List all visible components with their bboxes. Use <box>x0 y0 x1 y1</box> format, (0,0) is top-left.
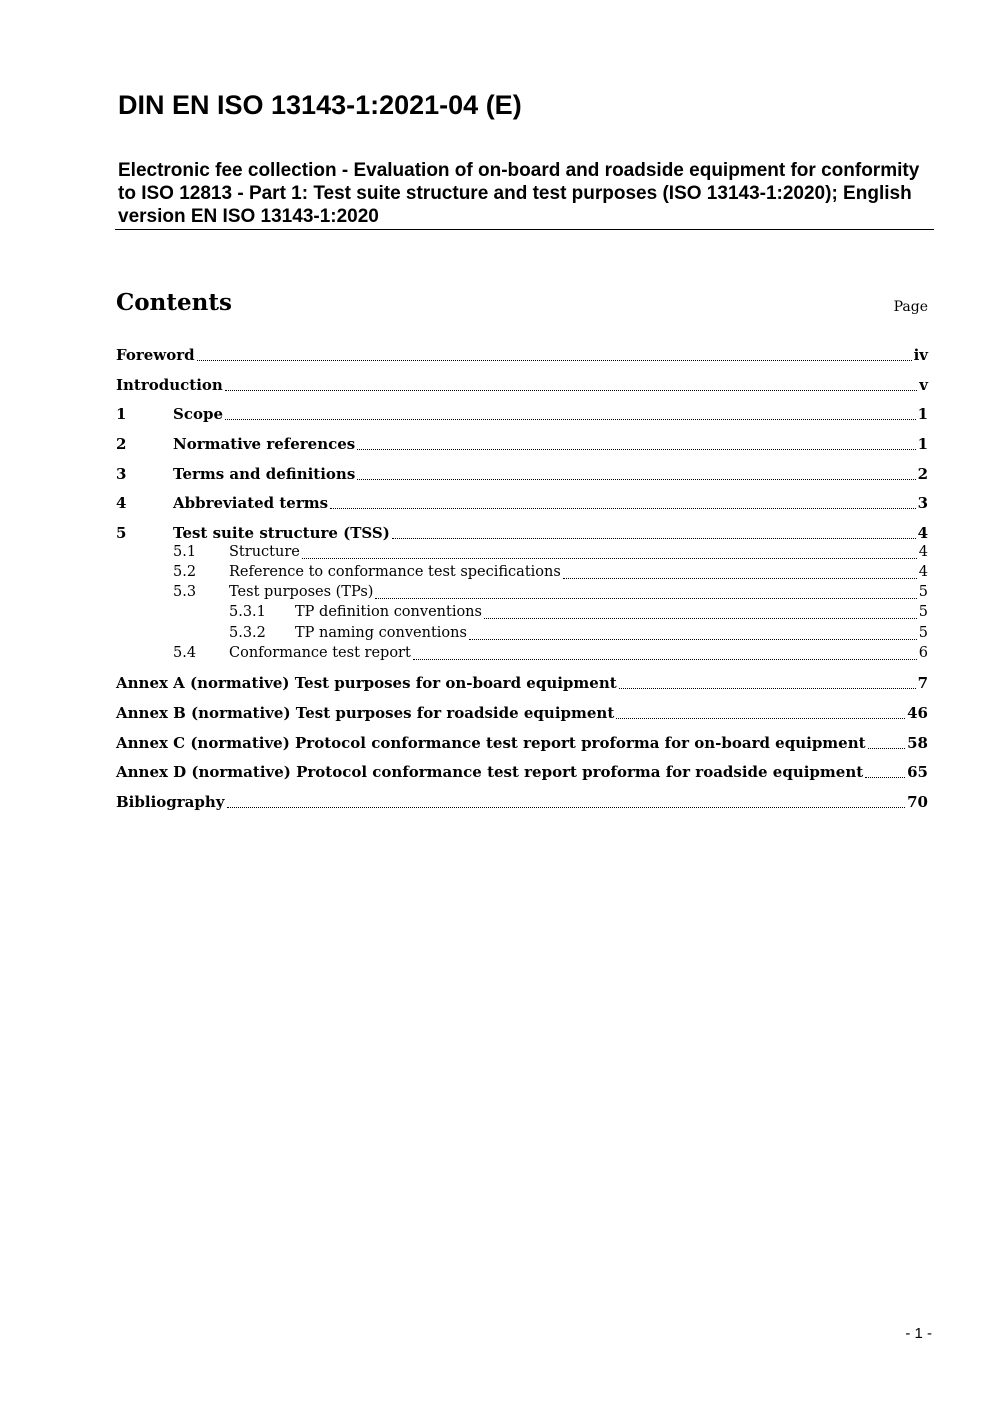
toc-entry-text: Bibliography <box>116 793 225 811</box>
toc-entry-page: 5 <box>918 584 928 600</box>
toc-leader-dots <box>868 747 906 749</box>
toc-entry-page: 65 <box>907 763 928 781</box>
toc-entry-page: iv <box>913 346 928 364</box>
toc-entry-annex-d[interactable] <box>116 763 928 783</box>
toc-leader-dots <box>227 806 906 808</box>
toc-leader-dots <box>197 359 912 361</box>
toc-entry-text: Annex A (normative) Test purposes for on-board equipment <box>116 674 617 692</box>
toc-entry-number: 4 <box>116 494 127 512</box>
toc-entry-annex-a[interactable] <box>116 674 928 694</box>
toc-entry-page: 70 <box>907 793 928 811</box>
toc-entry-page: 5 <box>918 625 928 641</box>
toc-entry-text: Annex C (normative) Protocol conformance test report proforma for on-board equipment <box>116 734 866 752</box>
toc-entry-page: 1 <box>917 405 928 423</box>
toc-entry-conformance-test-report[interactable] <box>116 645 928 665</box>
toc-entry-page: 58 <box>907 734 928 752</box>
toc-entry-number: 1 <box>116 405 127 423</box>
toc-leader-dots <box>357 448 915 450</box>
toc-entry-bibliography[interactable] <box>116 793 928 813</box>
toc-entry-page: v <box>919 376 928 394</box>
toc-entry-tp-definition-conventions[interactable] <box>116 604 928 624</box>
toc-entry-text: Structure <box>229 544 300 560</box>
toc-leader-dots <box>330 507 915 509</box>
toc-entry-page: 3 <box>917 494 928 512</box>
toc-entry-annex-b[interactable] <box>116 704 928 724</box>
toc-leader-dots <box>392 537 916 539</box>
toc-entry-page: 4 <box>918 544 928 560</box>
toc-leader-dots <box>375 597 916 599</box>
toc-leader-dots <box>302 557 917 559</box>
title-divider <box>115 229 934 230</box>
toc-entry-page: 46 <box>907 704 928 722</box>
toc-entry-number: 5.3 <box>173 584 197 600</box>
toc-leader-dots <box>616 717 905 719</box>
toc-leader-dots <box>469 638 917 640</box>
toc-entry-reference-to-conformance[interactable] <box>116 564 928 584</box>
toc-entry-text: Test purposes (TPs) <box>229 584 374 600</box>
toc-entry-text: Introduction <box>116 376 223 394</box>
toc-entry-introduction[interactable] <box>116 376 928 396</box>
toc-entry-page: 6 <box>918 645 928 661</box>
toc-entry-text: Terms and definitions <box>173 465 356 483</box>
toc-entry-normative-references[interactable] <box>116 435 928 455</box>
toc-entry-number: 5.3.2 <box>229 625 266 641</box>
toc-entry-text: TP naming conventions <box>295 625 467 641</box>
toc-entry-number: 5.1 <box>173 544 197 560</box>
toc-entry-text: Conformance test report <box>229 645 411 661</box>
toc-entry-foreword[interactable] <box>116 346 928 366</box>
toc-entry-number: 5.4 <box>173 645 197 661</box>
toc-entry-page: 2 <box>917 465 928 483</box>
toc-entry-number: 5.3.1 <box>229 604 266 620</box>
toc-entry-structure[interactable] <box>116 544 928 564</box>
toc-leader-dots <box>225 389 917 391</box>
toc-entry-number: 2 <box>116 435 127 453</box>
page-number: - 1 - <box>905 1325 932 1342</box>
toc-leader-dots <box>357 478 915 480</box>
toc-entry-page: 4 <box>917 524 928 542</box>
toc-entry-text: Annex D (normative) Protocol conformance test report proforma for roadside equipment <box>116 763 864 781</box>
contents-heading: Contents <box>116 289 232 316</box>
toc-entry-text: TP definition conventions <box>295 604 482 620</box>
toc-entry-page: 4 <box>918 564 928 580</box>
document-id: DIN EN ISO 13143-1:2021-04 (E) <box>118 90 522 120</box>
toc-entry-text: Normative references <box>173 435 356 453</box>
toc-entry-number: 5 <box>116 524 127 542</box>
toc-entry-test-purposes[interactable] <box>116 584 928 604</box>
toc-leader-dots <box>413 658 917 660</box>
toc-entry-text: Test suite structure (TSS) <box>173 524 390 542</box>
toc-entry-abbreviated-terms[interactable] <box>116 494 928 514</box>
toc-entry-annex-c[interactable] <box>116 734 928 754</box>
toc-leader-dots <box>563 577 917 579</box>
toc-leader-dots <box>619 687 916 689</box>
toc-entry-text: Scope <box>173 405 224 423</box>
document-title: Electronic fee collection - Evaluation of on-board and roadside equipment for conformity to ISO 12813 - Part 1: Test suite structure and test purposes (ISO 13143-1:2020); English version EN ISO 13143-1:2020 <box>118 160 920 227</box>
toc-leader-dots <box>225 418 916 420</box>
toc-entry-number: 5.2 <box>173 564 197 580</box>
toc-entry-number: 3 <box>116 465 127 483</box>
toc-entry-scope[interactable] <box>116 405 928 425</box>
toc-entry-text: Annex B (normative) Test purposes for roadside equipment <box>116 704 615 722</box>
toc-entry-terms-and-definitions[interactable] <box>116 465 928 485</box>
toc-entry-text: Abbreviated terms <box>173 494 329 512</box>
toc-entry-test-suite-structure[interactable] <box>116 524 928 544</box>
toc-entry-page: 7 <box>917 674 928 692</box>
toc-entry-page: 5 <box>918 604 928 620</box>
toc-leader-dots <box>865 776 905 778</box>
toc-entry-text: Foreword <box>116 346 195 364</box>
page-column-label: Page <box>893 299 928 315</box>
toc-entry-tp-naming-conventions[interactable] <box>116 625 928 645</box>
toc-entry-text: Reference to conformance test specifications <box>229 564 561 580</box>
toc-leader-dots <box>484 617 917 619</box>
toc-entry-page: 1 <box>917 435 928 453</box>
